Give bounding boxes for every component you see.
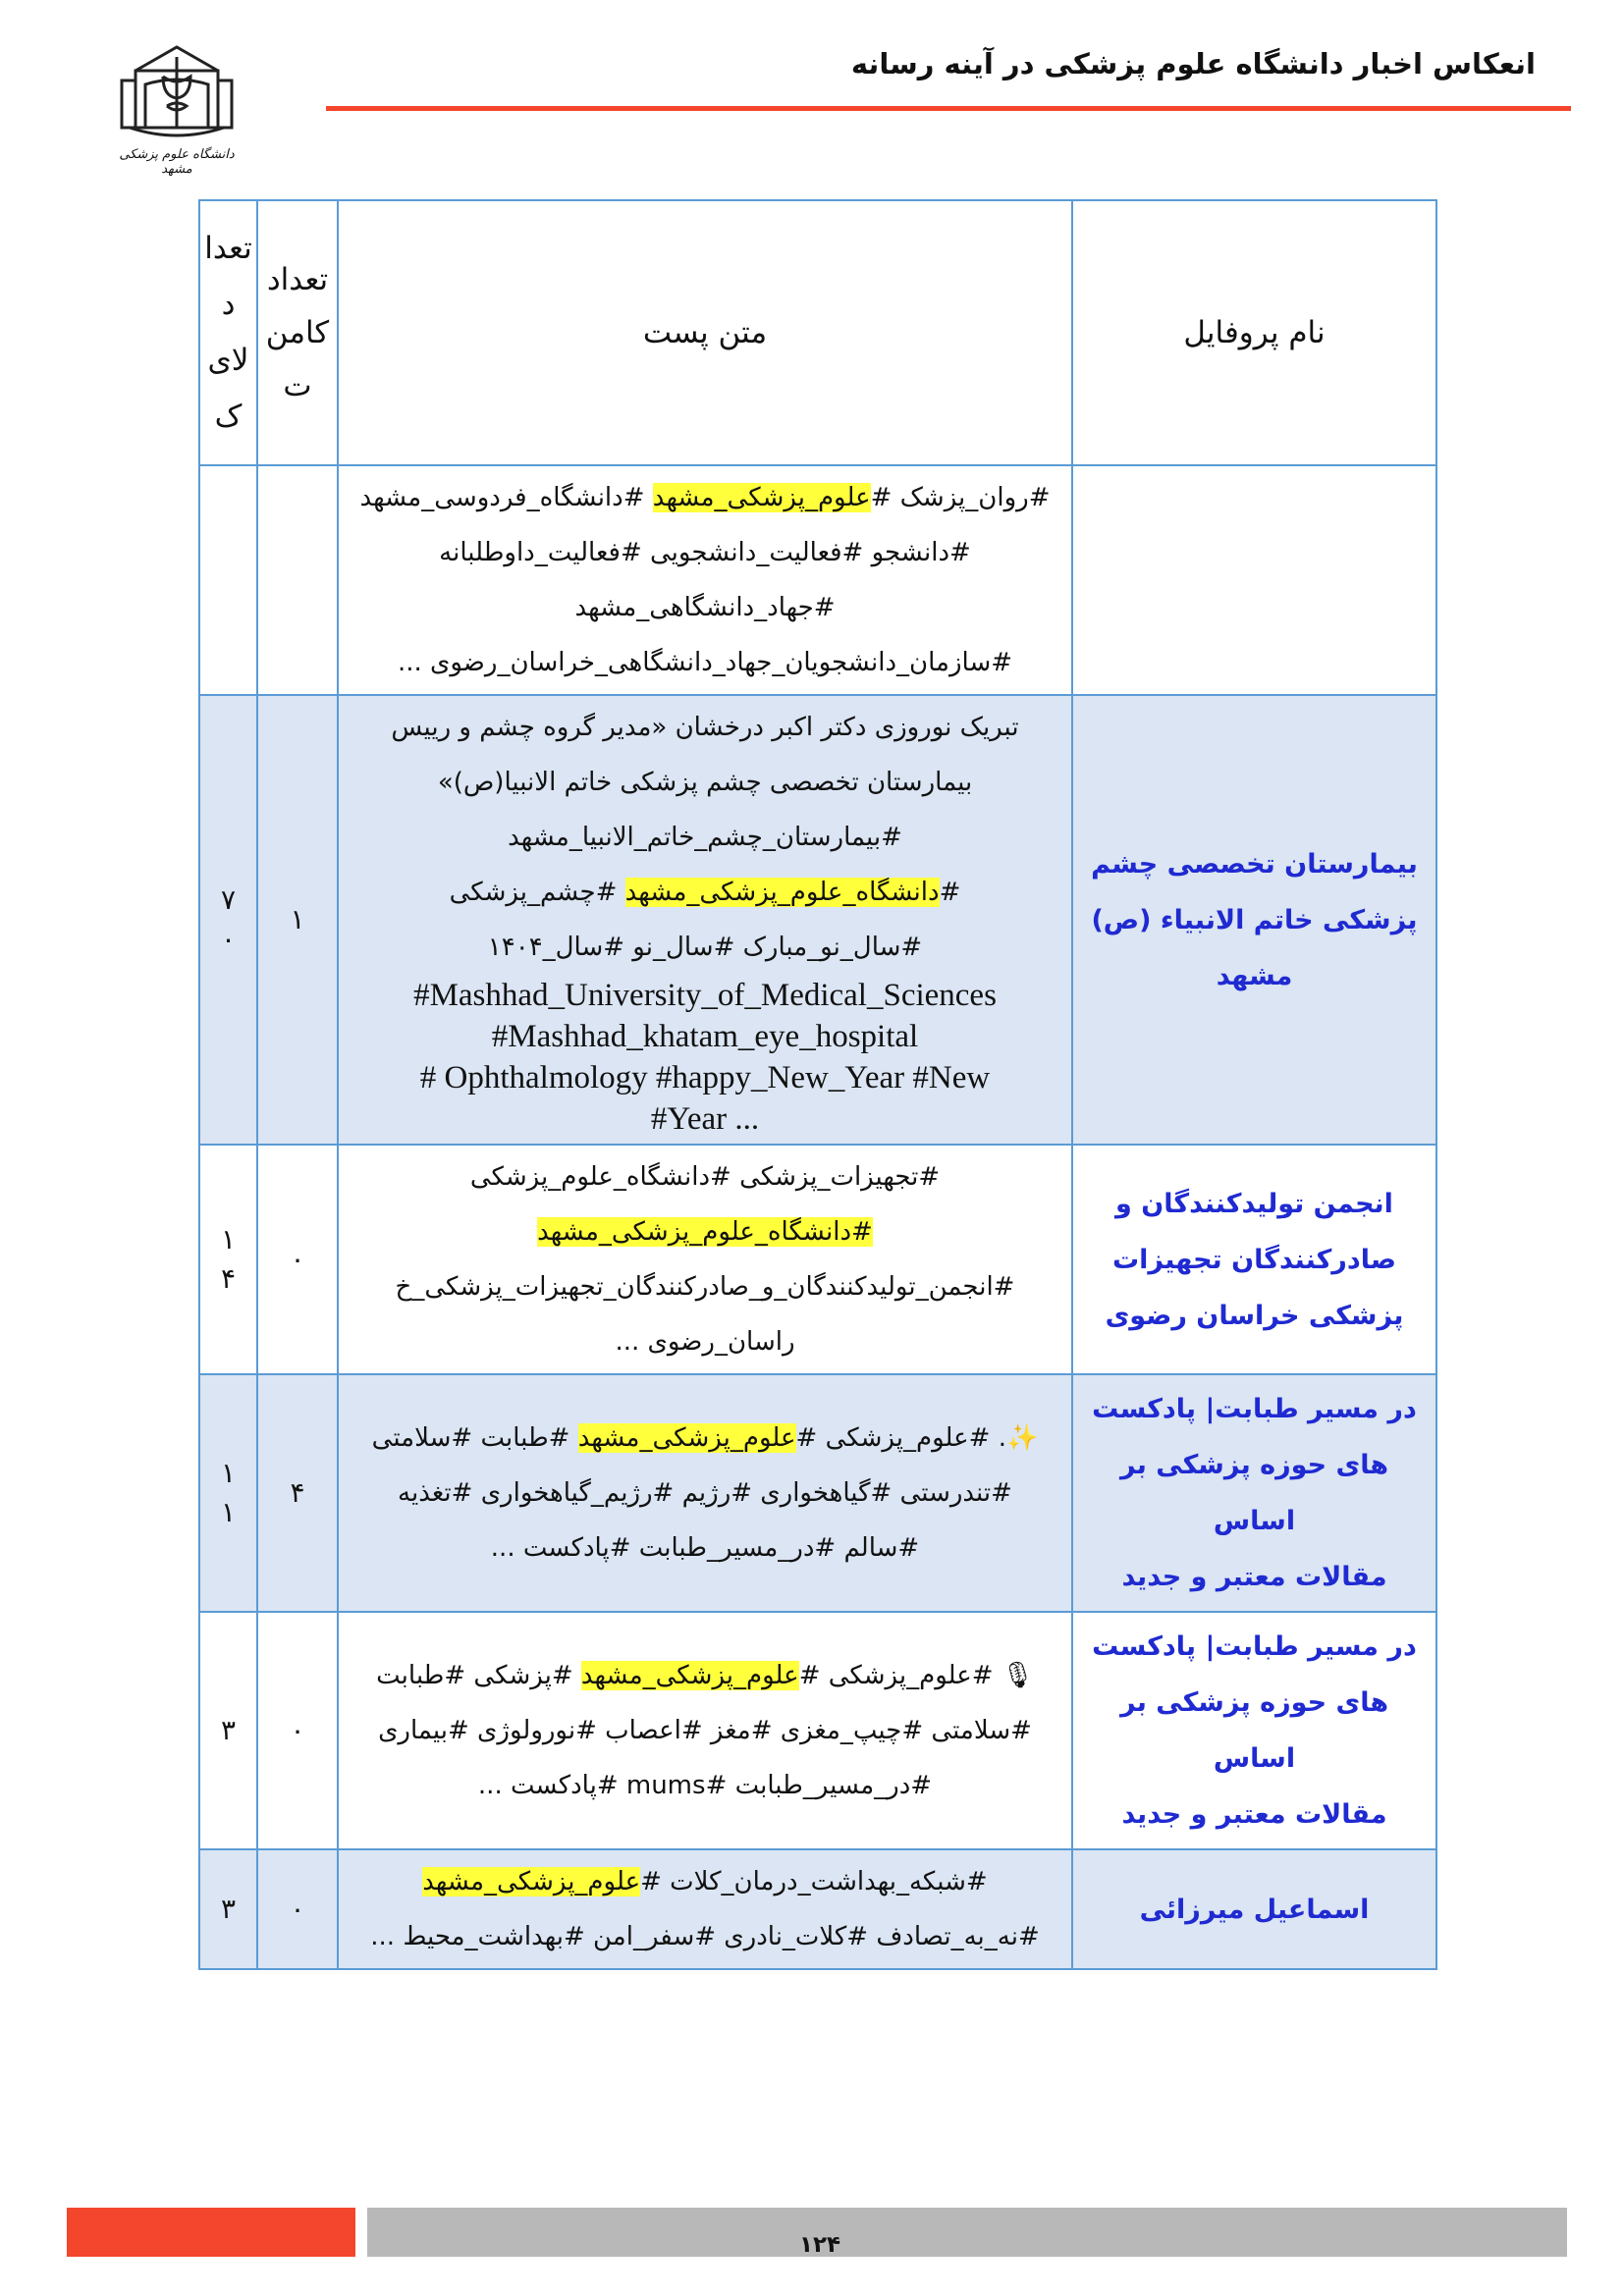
post-text-fragment: #طبابت #سلامتی [371, 1423, 578, 1453]
comment-count-cell [257, 1849, 338, 1969]
post-text-line [356, 1909, 1054, 1964]
like-count-digit: ۱ [220, 1457, 237, 1489]
highlighted-hashtag: علوم_پزشکی_مشهد [577, 1423, 796, 1453]
highlighted-hashtag: دانشگاه_علوم_پزشکی_مشهد [624, 878, 940, 907]
profile-name-line: پزشکی خاتم الانبیاء (ص) [1091, 904, 1418, 935]
post-text-line [356, 700, 1054, 755]
profile-name-cell [1072, 1374, 1436, 1612]
post-text-fragment: #انجمن_تولیدکنندگان_و_صادرکنندگان_تجهیزات_پزشکی_خ [395, 1272, 1015, 1302]
like-count-digit: ۱ [220, 1496, 237, 1528]
like-count-digit: ۴ [220, 1262, 237, 1295]
like-count-cell [199, 1612, 257, 1849]
header-like-line: ک [214, 399, 243, 434]
post-text-latin-line: ... Year# [650, 1101, 760, 1137]
post-text-line [356, 1149, 1054, 1204]
profile-name-cell [1072, 1145, 1436, 1374]
post-text-fragment: 🎙 #علوم_پزشکی # [798, 1661, 1034, 1690]
highlighted-hashtag: علوم_پزشکی_مشهد [580, 1661, 799, 1690]
comment-count-digit: ۴ [290, 1476, 305, 1509]
post-text-fragment: #بیمارستان_چشم_خاتم_الانبیا_مشهد [508, 823, 902, 852]
post-text-line [356, 920, 1054, 975]
post-text-line [356, 1259, 1054, 1314]
post-text-fragment: #چشم_پزشکی [449, 878, 625, 907]
like-count-digit: ۱ [220, 1223, 237, 1255]
post-text-fragment: #سال_نو_مبارک #سال_نو #سال_۱۴۰۴ [487, 933, 923, 962]
profile-name-line: های حوزه پزشکی بر اساس [1119, 1450, 1389, 1536]
highlighted-hashtag: علوم_پزشکی_مشهد [422, 1867, 641, 1896]
like-count-cell [199, 695, 257, 1145]
post-text-fragment: #نه_به_تصادف #کلات_نادری #سفر_امن #بهداشت_محیط ... [370, 1922, 1040, 1951]
post-text-fragment: #سلامتی #چیپ_مغزی #مغز #اعصاب #نورولوژی #بیماری [378, 1716, 1032, 1745]
post-text-latin-line: Ophthalmology #happy_New_Year #New # [419, 1060, 991, 1095]
table-row [199, 695, 1436, 1145]
post-text-latin-line: Mashhad_University_of_Medical_Sciences# [413, 978, 997, 1013]
post-text-cell [338, 465, 1072, 695]
post-text-fragment: راسان_رضوی ... [615, 1327, 795, 1357]
comment-count-cell [257, 1145, 338, 1374]
profile-name-line: های حوزه پزشکی بر اساس [1119, 1687, 1389, 1774]
profile-name-line: در مسیر طبابت| پادکست [1092, 1631, 1417, 1662]
profile-name-line: انجمن تولیدکنندگان و [1115, 1188, 1393, 1219]
table-header-row [199, 200, 1436, 465]
profile-name-line: صادرکنندگان تجهیزات [1112, 1244, 1396, 1275]
post-text-latin-line: Mashhad_khatam_eye_hospital# [491, 1019, 919, 1054]
profile-name-line: در مسیر طبابت| پادکست [1092, 1394, 1417, 1424]
post-text-fragment: ✨. #علوم_پزشکی # [795, 1423, 1039, 1453]
post-text-fragment: #شبکه_بهداشت_درمان_کلات # [640, 1867, 988, 1896]
table-row [199, 1374, 1436, 1612]
header-rule [326, 106, 1571, 111]
post-text-fragment: #تجهیزات_پزشکی #دانشگاه_علوم_پزشکی [469, 1162, 941, 1192]
comment-count-cell [257, 1374, 338, 1612]
like-count-digit: ۳ [220, 1893, 237, 1925]
profile-name-cell [1072, 695, 1436, 1145]
profile-name-line: بیمارستان تخصصی چشم [1091, 848, 1418, 880]
post-text-fragment: #در_مسیر_طبابت #mums #پادکست ... [477, 1771, 933, 1800]
post-text-cell [338, 1612, 1072, 1849]
header-like-line: د [221, 287, 236, 322]
post-text-fragment: #روان_پزشک # [870, 483, 1051, 512]
like-count-cell [199, 1374, 257, 1612]
profile-name-line: مقالات معتبر و جدید [1121, 1562, 1387, 1592]
like-count-digit: ۰ [220, 923, 237, 955]
header-like-line: تعدا [204, 231, 252, 266]
profile-name-line: اسماعیل میرزائی [1139, 1894, 1370, 1925]
like-count-digit: ۷ [220, 883, 237, 916]
post-text-fragment: #جهاد_دانشگاهی_مشهد [574, 593, 836, 622]
post-text-fragment: #دانشجو #فعالیت_دانشجویی #فعالیت_داوطلبانه [439, 538, 971, 567]
profile-name-cell [1072, 465, 1436, 695]
header-comment-line: کامن [265, 315, 330, 350]
profile-name-cell [1072, 1849, 1436, 1969]
comment-count-digit: ۱ [290, 903, 305, 935]
profile-name-line: پزشکی خراسان رضوی [1105, 1300, 1404, 1331]
table-row [199, 1849, 1436, 1969]
comment-count-digit: ۰ [290, 1243, 305, 1275]
university-logo [108, 37, 245, 177]
table-row [199, 465, 1436, 695]
post-text-fragment: بیمارستان تخصصی چشم پزشکی خاتم الانبیا(ص)» [437, 768, 973, 797]
post-text-line [356, 1703, 1054, 1758]
footer-red-bar [67, 2208, 355, 2257]
post-text-line [356, 755, 1054, 810]
highlighted-hashtag: #دانشگاه_علوم_پزشکی_مشهد [537, 1217, 873, 1247]
post-text-line [356, 470, 1054, 525]
post-text-fragment: تبریک نوروزی دکتر اکبر درخشان «مدیر گروه چشم و رییس [391, 713, 1019, 742]
footer-gray-bar [367, 2208, 1567, 2257]
comment-count-digit: ۰ [290, 1893, 305, 1925]
post-text-line [356, 1314, 1054, 1369]
header-post-text: متن پست [338, 200, 1072, 465]
like-count-cell [199, 465, 257, 695]
comment-count-cell [257, 695, 338, 1145]
comment-count-digit: ۰ [290, 1714, 305, 1746]
header-like-line: لای [207, 343, 249, 378]
like-count-digit: ۳ [220, 1714, 237, 1746]
post-text-cell [338, 1145, 1072, 1374]
table-row [199, 1145, 1436, 1374]
post-text-line [356, 1204, 1054, 1259]
post-text-line [356, 1758, 1054, 1813]
post-text-fragment: #سالم #در_مسیر_طبابت #پادکست ... [490, 1533, 920, 1563]
posts-table [198, 199, 1437, 1970]
post-text-line [356, 1466, 1054, 1521]
profile-name-line: مشهد [1216, 960, 1293, 991]
post-text-line [356, 1521, 1054, 1575]
post-text-fragment: #دانشگاه_فردوسی_مشهد [359, 483, 653, 512]
post-text-fragment: #تندرستی #گیاهخواری #رژیم #رژیم_گیاهخواری #تغذیه [398, 1478, 1012, 1508]
profile-name-line: مقالات معتبر و جدید [1121, 1799, 1387, 1830]
post-text-fragment: #پزشکی #طبابت [376, 1661, 581, 1690]
page-title: انعکاس اخبار دانشگاه علوم پزشکی در آینه رسانه [850, 47, 1536, 80]
post-text-line [356, 810, 1054, 865]
like-count-cell [199, 1849, 257, 1969]
table-row [199, 1612, 1436, 1849]
highlighted-hashtag: علوم_پزشکی_مشهد [652, 483, 871, 512]
header-comment-line: ت [283, 368, 312, 403]
post-text-line [356, 1648, 1054, 1703]
header-profile-name: نام پروفایل [1072, 200, 1436, 465]
comment-count-cell [257, 465, 338, 695]
post-text-line [356, 1411, 1054, 1466]
university-emblem-icon [108, 37, 245, 145]
header-comment-line: تعداد [266, 262, 329, 297]
header-like-count [199, 200, 257, 465]
post-text-line [356, 525, 1054, 580]
post-text-line [356, 635, 1054, 690]
post-text-cell [338, 1849, 1072, 1969]
post-text-line [356, 1854, 1054, 1909]
post-text-line [356, 580, 1054, 635]
post-text-fragment: #سازمان_دانشجویان_جهاد_دانشگاهی_خراسان_رضوی ... [397, 648, 1013, 677]
logo-caption: دانشگاه علوم پزشکی مشهد [119, 147, 235, 177]
post-text-cell [338, 1374, 1072, 1612]
post-text-line [356, 865, 1054, 920]
like-count-cell [199, 1145, 257, 1374]
comment-count-cell [257, 1612, 338, 1849]
profile-name-cell [1072, 1612, 1436, 1849]
page-number: ۱۲۴ [798, 2232, 841, 2258]
post-text-cell [338, 695, 1072, 1145]
header-comment-count [257, 200, 338, 465]
post-text-fragment: # [939, 878, 961, 907]
